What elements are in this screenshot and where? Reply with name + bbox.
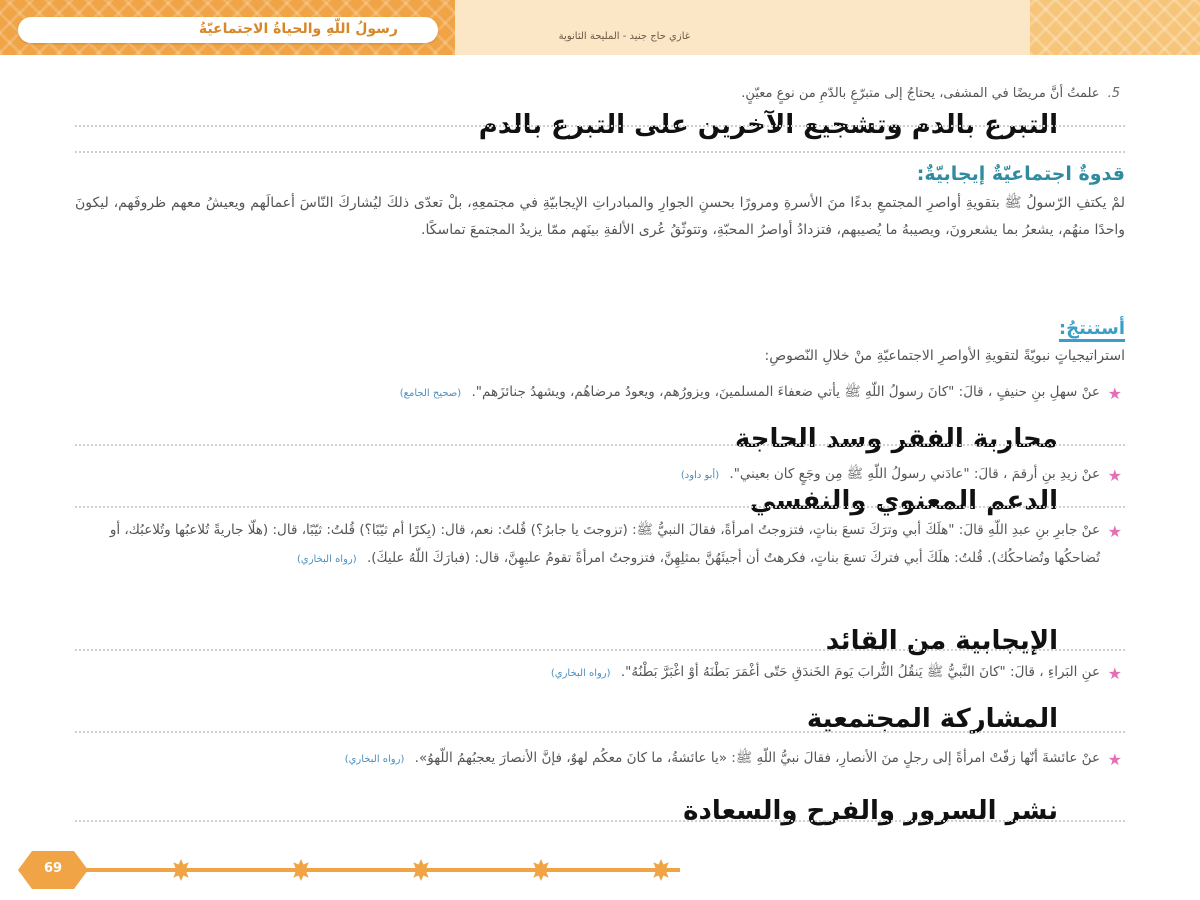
conclude-heading: أستنتجُ: [1059,318,1125,342]
hadith-text: عنِ البَراءِ ، قالَ: "كانَ النَّبيُّ ﷺ يَنقُلُ التُّرابَ يَومَ الخَندَقِ حَتّى أغْمَرَ بَطْنَهُ أوْ اغْبَرَّ بَطْنُهُ". [620,664,1100,680]
footer-star-icon [170,859,192,881]
conclude-intro: استراتيجياتٍ نبويّةً لتقويةِ الأواصرِ الاجتماعيّةِ منْ خلالِ النّصوصِ: [764,348,1125,364]
chapter-title-pill [18,17,438,43]
star-bullet-icon: ★ [1107,522,1122,541]
star-bullet-icon: ★ [1107,384,1122,403]
hadith-text: عنْ زيدِ بنِ أرقمَ ، قالَ: "عادَني رسولُ اللّهِ ﷺ مِن وجَعٍ كان بعيني". [729,466,1100,482]
section-heading: قدوةٌ اجتماعيّةٌ إيجابيّةٌ: [916,163,1125,185]
answer-line [75,820,1125,822]
hadith-item [70,744,1122,774]
star-bullet-icon: ★ [1107,466,1122,485]
question-5 [741,86,1120,101]
footer-star-icon [650,859,672,881]
chapter-title: رسولُ اللّهِ والحياةُ الاجتماعيّةُ [198,21,398,37]
page-number: 69 [43,861,63,876]
hadith-answer: محاربة الفقر وسد الحاجة [735,424,1058,454]
footer-star-icon [290,859,312,881]
footer-star-icon [410,859,432,881]
hadith-answer: المشاركة المجتمعية [806,704,1058,734]
author-credit: غازي حاج جنيد - المليحة الثانوية [558,31,690,42]
answer-line [75,125,1125,127]
footer-star-icon [530,859,552,881]
hadith-answer: الإيجابية من القائد [825,626,1058,656]
footer-bar [60,868,680,872]
hadith-source: (رواه البخاري) [344,754,405,765]
question-answer: التبرع بالدم وتشجيع الآخرين على التبرع بالدم [478,110,1058,140]
hadith-source: (صحيح الجامع) [399,388,462,399]
answer-line [75,649,1125,651]
answer-line [75,731,1125,733]
hadith-answer: الدعم المعنوي والنفسي [749,486,1058,516]
page-header [0,0,1200,55]
question-number: 5. [1107,86,1120,101]
hadith-source: (رواه البخاري) [550,668,611,679]
hadith-source: (أبو داود) [680,470,720,481]
answer-line [75,151,1125,153]
answer-line [75,506,1125,508]
hadith-text: عنْ سهلِ بنِ حنيفٍ ، قالَ: "كانَ رسولُ اللّهِ ﷺ يأتي ضعفاءَ المسلمينَ، ويزورُهم، ويعودُ مرضاهُم، ويشهدُ جنائزَهم". [471,384,1100,400]
hadith-text: عنْ عائشةَ أنّها زفّتْ امرأةً إلى رجلٍ منَ الأنصارِ، فقالَ نبيُّ اللّهِ ﷺ: «يا عائشةُ، ما كانَ معكُم لهوٌ، فإنَّ الأنصارَ يعجبُهمُ اللّهوُ». [414,750,1100,766]
header-left-pattern [0,0,455,55]
header-band [455,0,1030,55]
section-paragraph: لمْ يكتفِ الرّسولُ ﷺ بتقويةِ أواصرِ المجتمعِ بدءًا منَ الأسرةِ ومرورًا بحسنِ الجوارِ والمبادراتِ الإيجابيّةِ في مجتمعِهِ، بلْ تعدّى ذلكَ ليُشاركَ النّاسَ أعمالَهم ويعيشُ معهم ظروفَهم، ليكونَ واحدًا منهُم، يشعرُ بما يشعرونَ، ويصيبهُ ما يُصيبهم، فتزدادُ أواصرُ المحبّةِ، وتتوثّقُ عُرى الألفةِ بينَهم ممّا يزيدُ المجتمعَ تماسكًا. [75,195,1125,238]
hadith-source: (رواه البخاري) [296,554,357,565]
hadith-item [70,378,1122,408]
hadith-item [70,516,1122,574]
answer-line [75,444,1125,446]
star-bullet-icon: ★ [1107,664,1122,683]
question-text: علمتُ أنَّ مريضًا في المشفى، يحتاجُ إلى متبرّعٍ بالدّمِ من نوعٍ معيّنٍ. [741,86,1100,101]
hadith-answer: نشر السرور والفرح والسعادة [683,796,1058,826]
star-bullet-icon: ★ [1107,750,1122,769]
hadith-item [70,658,1122,688]
header-right-pattern [1030,0,1200,55]
hadith-text: عنْ جابرِ بنِ عبدِ اللّهِ قالَ: "هلَكَ أبي وترَكَ تسعَ بناتٍ، فتزوجتُ امرأةً، فقالَ النبيُّ ﷺ: (تزوجتَ يا جابرُ؟) قُلتُ: نعم، قال: (بِكرًا أم ثيّبًا؟) قُلتُ: ثيّبًا، قال: (هلّا جاريةً تُلاعبُها وتُلاعبُك، أو تُضاحكُها وتُضاحكُك). قُلتُ: هلَكَ أبي فتركَ تسعَ بناتٍ، فكرهتُ أن أجيئَهُنَّ بمثلِهِنَّ، فتزوجتُ امرأةً تقومُ عليهِنَّ، قال: (فبارَكَ اللّهُ عليكَ). [109,522,1100,566]
